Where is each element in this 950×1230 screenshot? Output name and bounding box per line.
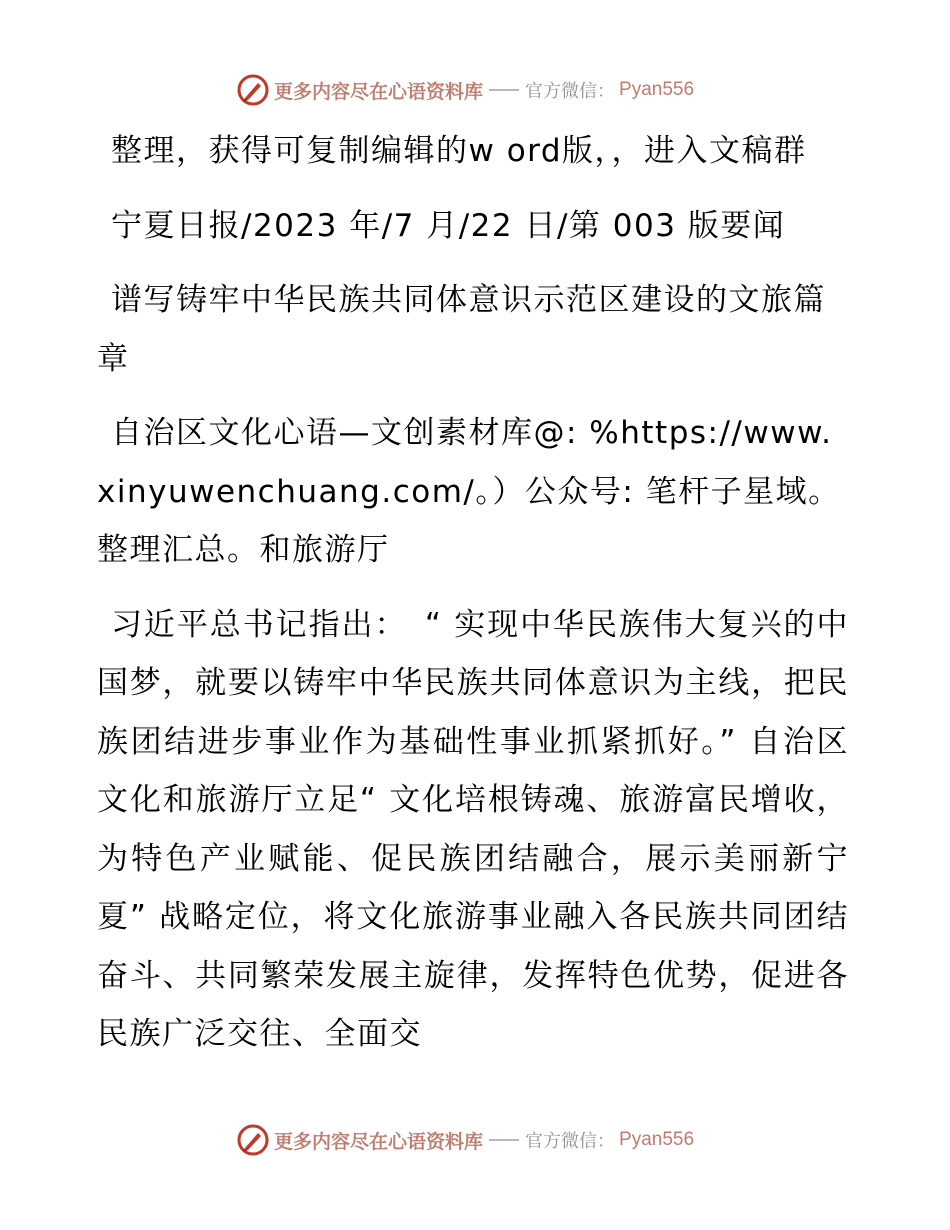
intro-line: 整理，获得可复制编辑的w ord版，，进入文稿群 — [111, 133, 807, 169]
footer-watermark — [236, 1122, 694, 1158]
pen-logo-icon — [236, 73, 270, 107]
header-watermark — [236, 72, 694, 108]
document-body — [97, 122, 849, 1080]
source-note: 自治区文化心语—文创素材库@: %https://www.xinyuwenchuang.com/。）公众号: 笔杆子星域。整理汇总。和旅游厅 — [97, 415, 841, 568]
wechat-id: Pyan556 — [619, 1129, 695, 1150]
wechat-label: 官方微信： — [525, 1131, 616, 1152]
wechat-label: 官方微信： — [525, 81, 616, 102]
watermark-dash — [489, 1139, 519, 1141]
body-paragraph: 习近平总书记指出： “ 实现中华民族伟大复兴的中国梦，就要以铸牢中华民族共同体意识为主线，把民族团结进步事业作为基础性事业抓紧抓好。” 自治区文化和旅游厅立足“ 文化培根铸魂、旅游富民增收，为特色产业赋能、促民族团结融合，展示美丽新宁夏” 战略定位，将文化旅游事业融入各民族共同团结奋斗、共同繁荣发展主旋律，发挥特色优势，促进各民族广泛交往、全面交 — [97, 606, 849, 1052]
watermark-text: 更多内容尽在心语资料库 — [274, 1130, 484, 1153]
watermark-dash — [489, 89, 519, 91]
article-title: 谱写铸牢中华民族共同体意识示范区建设的文旅篇章 — [97, 282, 826, 377]
wechat-id: Pyan556 — [619, 79, 695, 100]
pen-logo-icon — [236, 1123, 270, 1157]
watermark-text: 更多内容尽在心语资料库 — [274, 80, 484, 103]
source-line: 宁夏日报/2023 年/7 月/22 日/第 003 版要闻 — [111, 207, 786, 244]
